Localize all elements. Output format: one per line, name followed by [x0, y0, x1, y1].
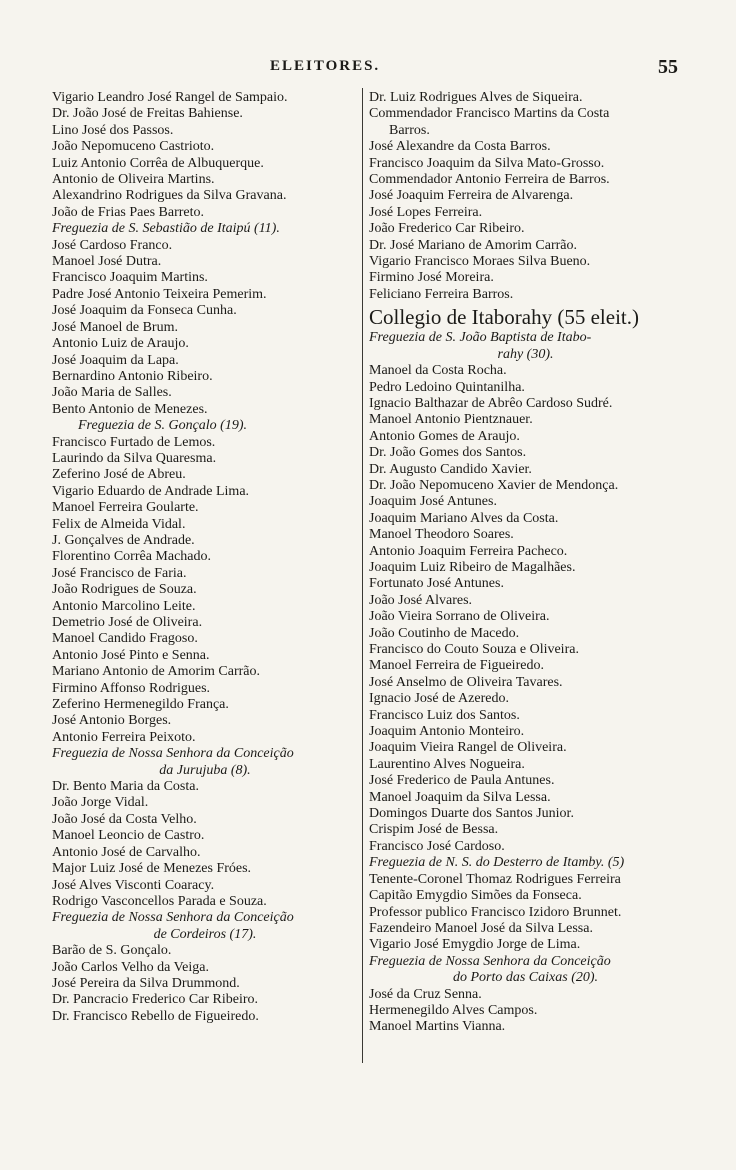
elector-entry: [52, 188, 358, 204]
line-text: Barão de S. Gonçalo.: [52, 943, 172, 959]
line-text: Fazendeiro Manoel José da Silva Lessa.: [369, 920, 593, 936]
elector-entry: [52, 943, 358, 959]
elector-entry: [52, 779, 358, 795]
elector-entry: [52, 845, 358, 861]
elector-entry: [369, 888, 682, 904]
elector-entry: [52, 435, 358, 451]
right-column: [369, 90, 682, 1036]
line-text: Antonio José de Carvalho.: [52, 844, 201, 860]
line-text: Laurindo da Silva Quaresma.: [52, 450, 217, 466]
elector-entry: [52, 615, 358, 631]
elector-entry: [369, 987, 682, 1003]
parish-heading-continuation: [52, 763, 358, 779]
elector-entry: [369, 708, 682, 724]
line-text: Manoel Leoncio de Castro.: [52, 828, 205, 844]
line-text: Freguezia de S. Sebastião de Itaipú (11).: [52, 221, 280, 237]
line-text: João Nepomuceno Castrioto.: [52, 139, 215, 155]
line-text: Mariano Antonio de Amorim Carrão.: [52, 664, 261, 680]
elector-entry: [52, 631, 358, 647]
line-text: de Cordeiros (17).: [153, 926, 257, 942]
line-text: Manoel Ferreira Goularte.: [52, 500, 199, 516]
line-text: da Jurujuba (8).: [159, 762, 251, 778]
elector-entry: [369, 462, 682, 478]
line-text: José Francisco de Faria.: [52, 565, 187, 581]
elector-entry: [52, 812, 358, 828]
line-text: Laurentino Alves Nogueira.: [369, 756, 525, 772]
line-text: João Rodrigues de Souza.: [52, 582, 197, 598]
line-text: Commendador Antonio Ferreira de Barros.: [369, 172, 610, 188]
elector-entry: [369, 593, 682, 609]
elector-entry: [52, 90, 358, 106]
line-text: José Cardoso Franco.: [52, 237, 173, 253]
line-text: Florentino Corrêa Machado.: [52, 549, 212, 565]
elector-entry: [52, 484, 358, 500]
line-text: Dr. Pancracio Frederico Car Ribeiro.: [52, 992, 259, 1008]
line-text: Vigario José Emygdio Jorge de Lima.: [369, 937, 581, 953]
elector-entry: [52, 451, 358, 467]
line-text: Dr. Augusto Candido Xavier.: [369, 461, 532, 477]
parish-heading: [369, 330, 682, 346]
elector-entry: [369, 658, 682, 674]
line-text: João Maria de Salles.: [52, 385, 172, 401]
elector-entry: [52, 106, 358, 122]
elector-entry: [369, 494, 682, 510]
elector-entry: [369, 139, 682, 155]
elector-entry: [369, 839, 682, 855]
line-text: João Coutinho de Macedo.: [369, 625, 520, 641]
line-text: Francisco Joaquim Martins.: [52, 270, 208, 286]
line-text: Ignacio Balthazar de Abrêo Cardoso Sudré.: [369, 395, 613, 411]
line-text: Professor publico Francisco Izidoro Brunnet.: [369, 904, 622, 920]
line-text: Zeferino José de Abreu.: [52, 467, 186, 483]
line-text: José Pereira da Silva Drummond.: [52, 975, 240, 991]
line-text: José Joaquim da Fonseca Cunha.: [52, 303, 237, 319]
elector-entry: [52, 467, 358, 483]
line-text: Lino José dos Passos.: [52, 122, 174, 138]
line-text: Antonio Joaquim Ferreira Pacheco.: [369, 543, 568, 559]
line-text: Antonio Luiz de Araujo.: [52, 336, 189, 352]
line-text: Freguezia de S. Gonçalo (19).: [78, 418, 247, 434]
parish-heading: [52, 746, 358, 762]
parish-heading: [369, 954, 682, 970]
elector-entry: [369, 937, 682, 953]
elector-entry: [369, 1003, 682, 1019]
elector-entry: [52, 878, 358, 894]
elector-entry: [52, 828, 358, 844]
line-text: Vigario Francisco Moraes Silva Bueno.: [369, 254, 591, 270]
elector-entry: [52, 599, 358, 615]
elector-entry: [369, 642, 682, 658]
elector-entry: [369, 445, 682, 461]
elector-entry: [369, 238, 682, 254]
elector-entry: [369, 429, 682, 445]
line-text: Capitão Emygdio Simões da Fonseca.: [369, 888, 582, 904]
line-text: Manoel Theodoro Soares.: [369, 527, 514, 543]
parish-heading: [52, 910, 358, 926]
elector-entry: [369, 626, 682, 642]
elector-entry: [52, 385, 358, 401]
elector-entry: [52, 566, 358, 582]
line-text: Feliciano Ferreira Barros.: [369, 286, 514, 302]
elector-entry: [369, 691, 682, 707]
elector-entry: [369, 773, 682, 789]
elector-entry: [369, 905, 682, 921]
elector-entry: [369, 757, 682, 773]
line-text: Dr. João José de Freitas Bahiense.: [52, 106, 243, 122]
elector-entry: [369, 1019, 682, 1035]
elector-entry: [369, 221, 682, 237]
line-text: Antonio Gomes de Araujo.: [369, 428, 520, 444]
elector-entry: [52, 172, 358, 188]
line-text: Freguezia de Nossa Senhora da Conceição: [369, 953, 611, 969]
line-text: Manoel da Costa Rocha.: [369, 363, 507, 379]
elector-entry: [369, 412, 682, 428]
line-text: José Joaquim da Lapa.: [52, 352, 179, 368]
line-text: João Vieira Sorrano de Oliveira.: [369, 609, 550, 625]
line-text: Manoel Martins Vianna.: [369, 1019, 506, 1035]
elector-entry: [369, 106, 682, 122]
line-text: Zeferino Hermenegildo França.: [52, 697, 229, 713]
line-text: Rodrigo Vasconcellos Parada e Souza.: [52, 893, 267, 909]
elector-entry: [52, 960, 358, 976]
line-text: Antonio de Oliveira Martins.: [52, 172, 215, 188]
line-text: Domingos Duarte dos Santos Junior.: [369, 806, 574, 822]
elector-entry: [52, 238, 358, 254]
elector-entry: [369, 576, 682, 592]
elector-entry: [52, 648, 358, 664]
line-text: José Lopes Ferreira.: [369, 204, 483, 220]
elector-entry: [52, 517, 358, 533]
elector-entry-continuation: [369, 123, 682, 139]
line-text: Joaquim Antonio Monteiro.: [369, 724, 525, 740]
line-text: Joaquim Vieira Rangel de Oliveira.: [369, 740, 567, 756]
line-text: Manoel Joaquim da Silva Lessa.: [369, 789, 551, 805]
line-text: José Joaquim Ferreira de Alvarenga.: [369, 188, 574, 204]
line-text: Alexandrino Rodrigues da Silva Gravana.: [52, 188, 287, 204]
left-column: [52, 90, 358, 1025]
elector-entry: [369, 740, 682, 756]
line-text: Dr. José Mariano de Amorim Carrão.: [369, 237, 578, 253]
elector-entry: [52, 287, 358, 303]
elector-entry: [369, 560, 682, 576]
elector-entry: [369, 254, 682, 270]
line-text: José Anselmo de Oliveira Tavares.: [369, 674, 563, 690]
elector-entry: [369, 270, 682, 286]
line-text: Francisco do Couto Souza e Oliveira.: [369, 642, 579, 657]
line-text: J. Gonçalves de Andrade.: [52, 532, 195, 548]
line-text: Hermenegildo Alves Campos.: [369, 1002, 538, 1018]
column-divider: [362, 88, 363, 1063]
elector-entry: [52, 713, 358, 729]
line-text: José da Cruz Senna.: [369, 986, 482, 1002]
elector-entry: [52, 270, 358, 286]
line-text: Fortunato José Antunes.: [369, 576, 504, 592]
elector-entry: [52, 992, 358, 1008]
elector-entry: [52, 1009, 358, 1025]
running-title: ELEITORES.: [270, 58, 381, 74]
elector-entry: [369, 921, 682, 937]
elector-entry: [52, 353, 358, 369]
elector-entry: [52, 894, 358, 910]
line-text: Dr. João Nepomuceno Xavier de Mendonça.: [369, 477, 619, 493]
line-text: do Porto das Caixas (20).: [452, 970, 599, 986]
line-text: José Frederico de Paula Antunes.: [369, 773, 555, 789]
line-text: Major Luiz José de Menezes Fróes.: [52, 861, 252, 877]
line-text: Francisco Luiz dos Santos.: [369, 707, 520, 723]
line-text: Antonio Marcolino Leite.: [52, 598, 196, 614]
elector-entry: [369, 478, 682, 494]
elector-entry: [369, 527, 682, 543]
parish-heading: [52, 221, 358, 237]
parish-heading: [369, 855, 682, 871]
elector-entry: [369, 806, 682, 822]
line-text: Padre José Antonio Teixeira Pemerim.: [52, 286, 267, 302]
parish-heading-continuation: [369, 970, 682, 986]
line-text: Freguezia de Nossa Senhora da Conceição: [52, 746, 294, 762]
elector-entry: [52, 402, 358, 418]
line-text: Firmino José Moreira.: [369, 270, 494, 286]
elector-entry: [369, 872, 682, 888]
line-text: Dr. Francisco Rebello de Figueiredo.: [52, 1008, 259, 1024]
elector-entry: [52, 730, 358, 746]
page-header: [0, 58, 736, 80]
line-text: Manoel Ferreira de Figueiredo.: [369, 658, 544, 674]
elector-entry: [369, 609, 682, 625]
line-text: João Frederico Car Ribeiro.: [369, 221, 525, 237]
elector-entry: [52, 205, 358, 221]
elector-entry: [52, 139, 358, 155]
elector-entry: [369, 724, 682, 740]
elector-entry: [369, 287, 682, 303]
parish-heading-continuation: [369, 347, 682, 363]
elector-entry: [52, 156, 358, 172]
elector-entry: [52, 123, 358, 139]
elector-entry: [52, 320, 358, 336]
parish-heading: [52, 418, 358, 434]
elector-entry: [369, 380, 682, 396]
line-text: Francisco José Cardoso.: [369, 838, 505, 854]
line-text: Dr. João Gomes dos Santos.: [369, 445, 527, 461]
elector-entry: [369, 675, 682, 691]
line-text: João José da Costa Velho.: [52, 811, 197, 827]
line-text: Freguezia de Nossa Senhora da Conceição: [52, 910, 294, 926]
line-text: João Carlos Velho da Veiga.: [52, 959, 209, 975]
college-heading: [369, 305, 682, 329]
line-text: Luiz Antonio Corrêa de Albuquerque.: [52, 155, 264, 171]
elector-entry: [369, 188, 682, 204]
line-text: rahy (30).: [497, 346, 554, 362]
elector-entry: [52, 500, 358, 516]
line-text: José Alexandre da Costa Barros.: [369, 139, 551, 155]
line-text: Commendador Francisco Martins da Costa: [369, 106, 610, 122]
parish-heading-continuation: [52, 927, 358, 943]
line-text: Demetrio José de Oliveira.: [52, 615, 203, 630]
line-text: Freguezia de S. João Baptista de Itabo-: [369, 330, 592, 346]
elector-entry: [369, 790, 682, 806]
line-text: José Manoel de Brum.: [52, 319, 178, 335]
line-text: Crispim José de Bessa.: [369, 822, 499, 838]
line-text: Manoel Candido Fragoso.: [52, 631, 198, 647]
elector-entry: [369, 511, 682, 527]
line-text: Antonio José Pinto e Senna.: [52, 647, 210, 663]
line-text: José Antonio Borges.: [52, 713, 172, 729]
line-text: Ignacio José de Azeredo.: [369, 691, 509, 707]
elector-entry: [52, 681, 358, 697]
line-text: Dr. Luiz Rodrigues Alves de Siqueira.: [369, 90, 583, 105]
line-text: Manoel José Dutra.: [52, 254, 162, 270]
elector-entry: [369, 396, 682, 412]
line-text: Pedro Ledoino Quintanilha.: [369, 379, 525, 395]
line-text: Bernardino Antonio Ribeiro.: [52, 368, 213, 384]
elector-entry: [369, 544, 682, 560]
line-text: Antonio Ferreira Peixoto.: [52, 729, 196, 745]
line-text: Joaquim Luiz Ribeiro de Magalhães.: [369, 559, 576, 575]
elector-entry: [369, 205, 682, 221]
line-text: Collegio de Itaborahy (55 eleit.): [369, 305, 639, 330]
elector-entry: [52, 336, 358, 352]
line-text: Francisco Furtado de Lemos.: [52, 434, 216, 450]
line-text: Freguezia de N. S. do Desterro de Itamby. (5): [369, 855, 625, 871]
elector-entry: [52, 582, 358, 598]
line-text: Vigario Eduardo de Andrade Lima.: [52, 483, 250, 499]
elector-entry: [52, 369, 358, 385]
line-text: Felix de Almeida Vidal.: [52, 516, 186, 532]
line-text: Barros.: [389, 122, 430, 138]
line-text: Bento Antonio de Menezes.: [52, 401, 208, 417]
elector-entry: [52, 303, 358, 319]
elector-entry: [369, 90, 682, 106]
elector-entry: [369, 363, 682, 379]
line-text: Tenente-Coronel Thomaz Rodrigues Ferreira: [369, 871, 621, 887]
line-text: Firmino Affonso Rodrigues.: [52, 680, 211, 696]
line-text: João José Alvares.: [369, 592, 473, 608]
line-text: Joaquim Mariano Alves da Costa.: [369, 510, 559, 526]
elector-entry: [52, 549, 358, 565]
page-number: 55: [658, 56, 678, 78]
line-text: Dr. Bento Maria da Costa.: [52, 779, 199, 795]
line-text: Joaquim José Antunes.: [369, 494, 497, 510]
elector-entry: [52, 795, 358, 811]
elector-entry: [52, 861, 358, 877]
elector-entry: [369, 172, 682, 188]
line-text: João Jorge Vidal.: [52, 795, 149, 811]
elector-entry: [52, 254, 358, 270]
line-text: Manoel Antonio Pientznauer.: [369, 412, 533, 428]
elector-entry: [52, 533, 358, 549]
line-text: Vigario Leandro José Rangel de Sampaio.: [52, 90, 288, 105]
line-text: José Alves Visconti Coaracy.: [52, 877, 215, 893]
elector-entry: [52, 976, 358, 992]
line-text: Francisco Joaquim da Silva Mato-Grosso.: [369, 155, 605, 171]
line-text: João de Frias Paes Barreto.: [52, 204, 205, 220]
elector-entry: [369, 822, 682, 838]
elector-entry: [369, 156, 682, 172]
elector-entry: [52, 697, 358, 713]
elector-entry: [52, 664, 358, 680]
